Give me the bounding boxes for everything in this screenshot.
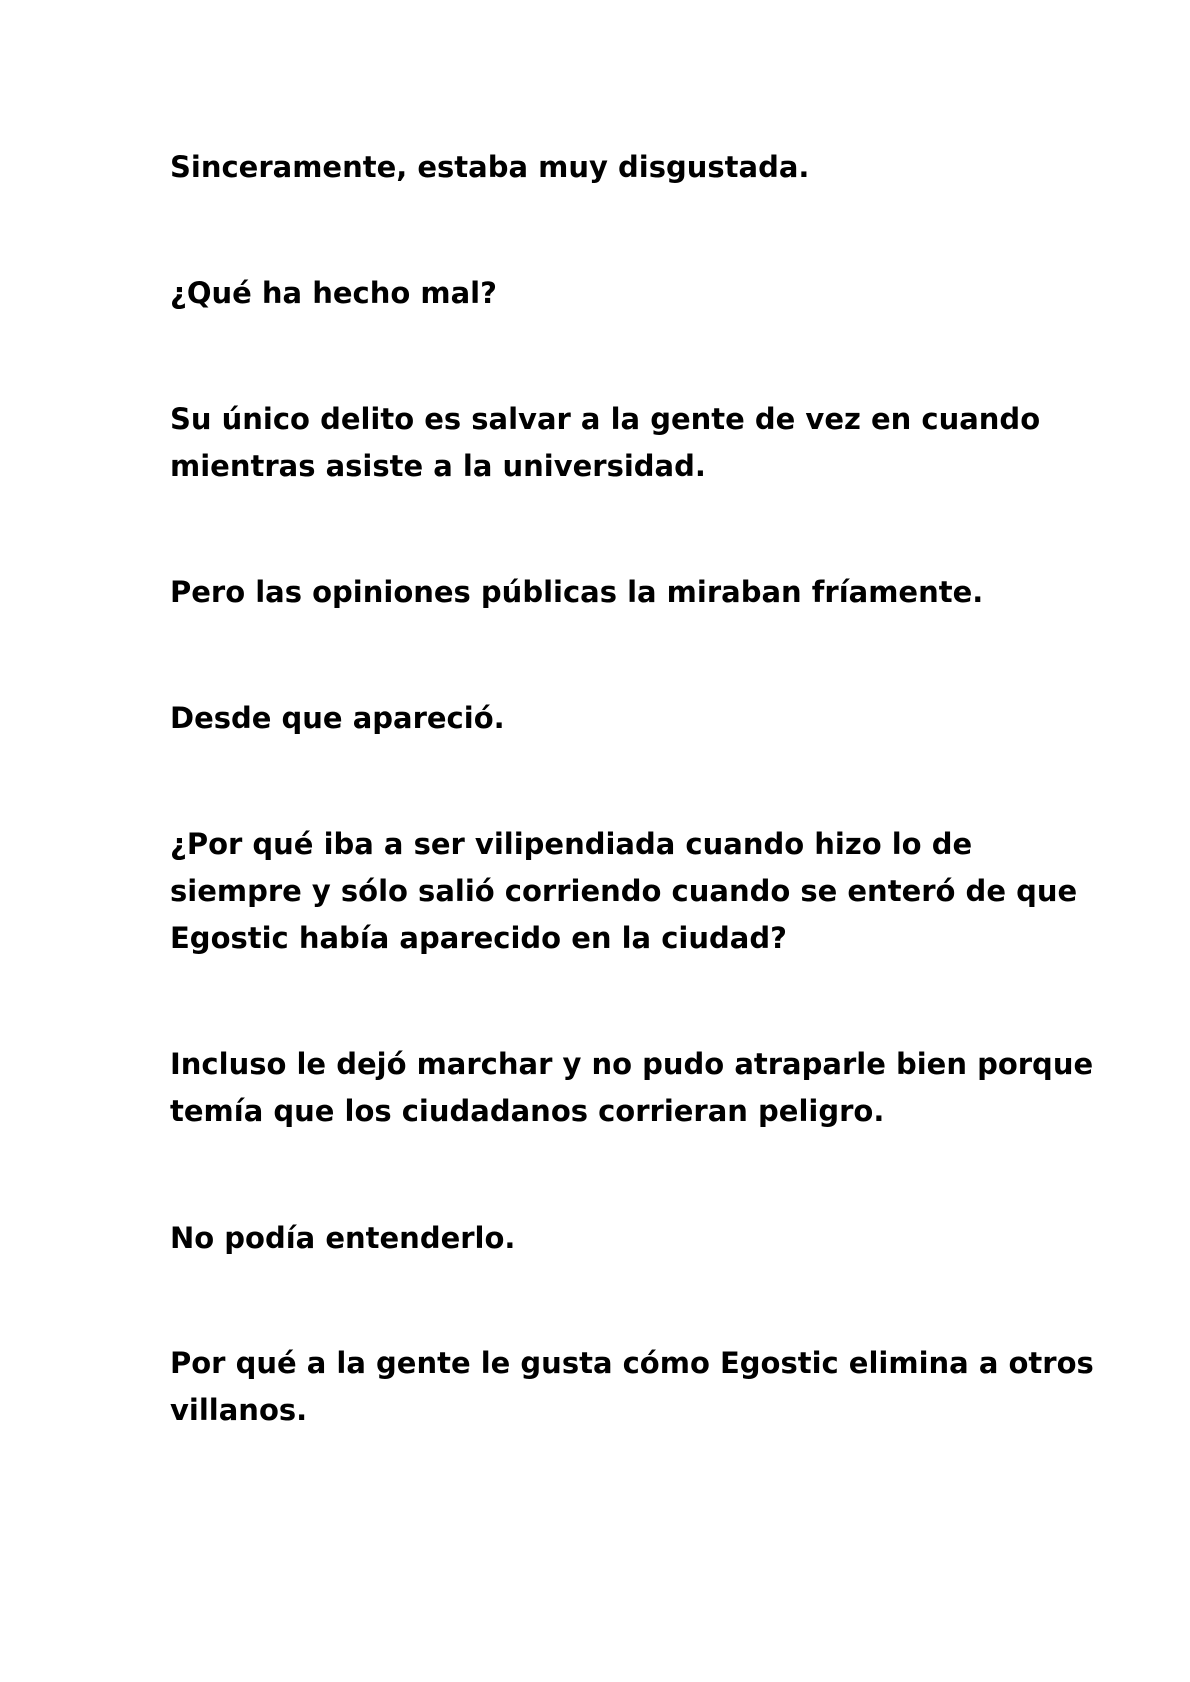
paragraph-line: Su único delito es salvar a la gente de vez en cuando bbox=[170, 402, 1041, 436]
paragraph-8 bbox=[170, 1215, 1050, 1262]
paragraph-7 bbox=[170, 1041, 1094, 1135]
paragraph-9 bbox=[170, 1340, 1094, 1434]
paragraph-line: Incluso le dejó marchar y no pudo atraparle bien porque bbox=[170, 1047, 1094, 1081]
paragraph-line: Pero las opiniones públicas la miraban fríamente. bbox=[170, 575, 984, 609]
paragraph-line: villanos. bbox=[170, 1393, 308, 1427]
paragraph-line: siempre y sólo salió corriendo cuando se enteró de que bbox=[170, 874, 1078, 908]
paragraph-line: Por qué a la gente le gusta cómo Egostic elimina a otros bbox=[170, 1346, 1094, 1380]
paragraph-line: temía que los ciudadanos corrieran peligro. bbox=[170, 1094, 885, 1128]
paragraph-line: mientras asiste a la universidad. bbox=[170, 449, 706, 483]
paragraph-3 bbox=[170, 396, 1050, 490]
paragraph-line: ¿Por qué iba a ser vilipendiada cuando hizo lo de bbox=[170, 827, 973, 861]
paragraph-5 bbox=[170, 695, 1050, 742]
paragraph-6 bbox=[170, 821, 1078, 962]
paragraph-line: No podía entenderlo. bbox=[170, 1221, 516, 1255]
paragraph-line: Egostic había aparecido en la ciudad? bbox=[170, 921, 787, 955]
paragraph-line: Sinceramente, estaba muy disgustada. bbox=[170, 150, 810, 184]
paragraph-4 bbox=[170, 569, 1050, 616]
paragraph-2 bbox=[170, 270, 1050, 317]
paragraph-1 bbox=[170, 144, 1050, 191]
paragraph-line: Desde que apareció. bbox=[170, 701, 505, 735]
paragraph-line: ¿Qué ha hecho mal? bbox=[170, 276, 497, 310]
